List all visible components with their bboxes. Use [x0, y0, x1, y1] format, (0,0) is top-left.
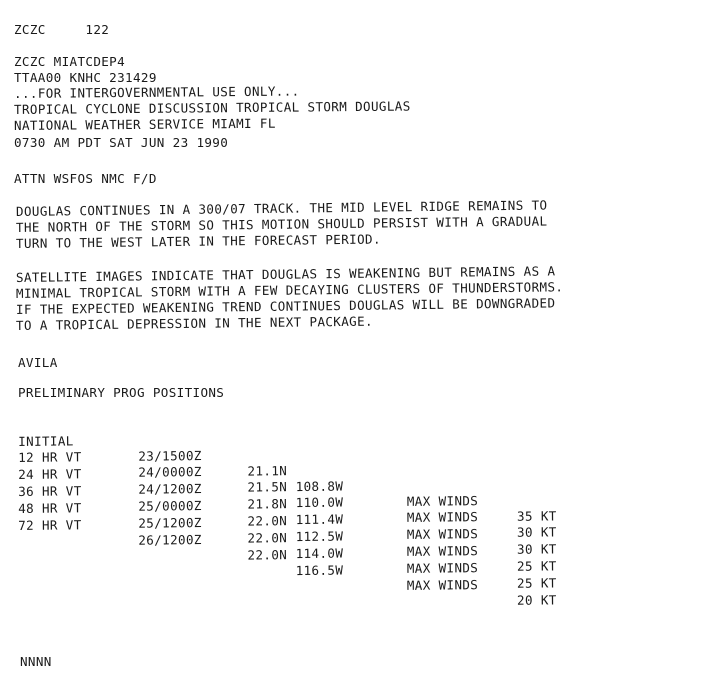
para2-line-3: IF THE EXPECTED WEAKENING TREND CONTINUES DOUGLAS WILL BE DOWNGRADED [15, 295, 556, 317]
position-label: 24 HR VT [18, 466, 82, 482]
position-lat: 22.0N [247, 547, 288, 563]
position-time: 23/1500Z [138, 448, 202, 464]
position-winds-label: MAX WINDS [406, 543, 479, 559]
position-lat: 21.1N [247, 463, 288, 479]
position-lon: 108.8W [295, 478, 344, 495]
position-winds: 25 KT [516, 558, 557, 574]
position-label: 48 HR VT [18, 500, 82, 516]
para1-line-3: TURN TO THE WEST LATER IN THE FORECAST PERIOD. [15, 231, 381, 251]
message-line-6: 0730 AM PDT SAT JUN 23 1990 [14, 135, 229, 150]
para2-line-2: MINIMAL TROPICAL STORM WITH A FEW DECAYING CLUSTERS OF THUNDERSTORMS. [15, 279, 564, 301]
position-winds: 30 KT [516, 524, 557, 540]
footer: NNNN [20, 654, 52, 669]
para2-line-1: SATELLITE IMAGES INDICATE THAT DOUGLAS IS WEAKENING BUT REMAINS AS A [15, 263, 556, 285]
position-lat: 22.0N [247, 530, 288, 546]
position-winds-label: MAX WINDS [406, 560, 479, 576]
position-lon: 111.4W [295, 511, 344, 528]
para1-line-1: DOUGLAS CONTINUES IN A 300/07 TRACK. THE MID LEVEL RIDGE REMAINS TO [15, 197, 548, 219]
position-lon: 110.0W [295, 494, 344, 511]
para2-line-4: TO A TROPICAL DEPRESSION IN THE NEXT PACKAGE. [15, 313, 374, 333]
signature: AVILA [18, 355, 58, 370]
position-winds-label: MAX WINDS [406, 493, 479, 509]
position-time: 25/1200Z [138, 515, 202, 531]
position-lon: 112.5W [295, 528, 344, 545]
header-line [14, 22, 109, 38]
position-label: 72 HR VT [18, 517, 82, 533]
position-lat: 21.5N [247, 479, 288, 495]
position-time: 25/0000Z [138, 498, 202, 514]
position-winds: 25 KT [516, 575, 557, 591]
attn-line: ATTN WSFOS NMC F/D [14, 171, 157, 186]
position-winds: 35 KT [516, 508, 557, 524]
position-time: 26/1200Z [138, 532, 202, 548]
message-line-2: TTAA00 KNHC 231429 [14, 70, 157, 85]
position-label: 12 HR VT [18, 449, 82, 465]
message-line-1: ZCZC MIATCDEP4 [14, 54, 126, 69]
message-line-4: TROPICAL CYCLONE DISCUSSION TROPICAL STORM DOUGLAS [13, 98, 411, 117]
position-label: INITIAL [18, 433, 74, 449]
position-label: 36 HR VT [18, 483, 82, 499]
positions-title: PRELIMINARY PROG POSITIONS [18, 385, 225, 400]
para1-line-2: THE NORTH OF THE STORM SO THIS MOTION SHOULD PERSIST WITH A GRADUAL [15, 213, 548, 235]
position-lat: 22.0N [247, 513, 288, 529]
position-lon: 114.0W [295, 545, 344, 562]
header-code: ZCZC [14, 22, 46, 37]
position-lon: 116.5W [295, 562, 344, 579]
message-line-5: NATIONAL WEATHER SERVICE MIAMI FL [13, 115, 276, 133]
position-winds-label: MAX WINDS [406, 577, 479, 593]
position-winds: 20 KT [516, 592, 557, 608]
position-time: 24/0000Z [138, 464, 202, 480]
position-winds-label: MAX WINDS [406, 526, 479, 542]
position-lat: 21.8N [247, 496, 288, 512]
position-winds-label: MAX WINDS [406, 509, 479, 525]
position-winds: 30 KT [516, 541, 557, 557]
message-line-3: ...FOR INTERGOVERNMENTAL USE ONLY... [13, 83, 300, 101]
header-number: 122 [85, 22, 110, 37]
position-time: 24/1200Z [138, 481, 202, 497]
